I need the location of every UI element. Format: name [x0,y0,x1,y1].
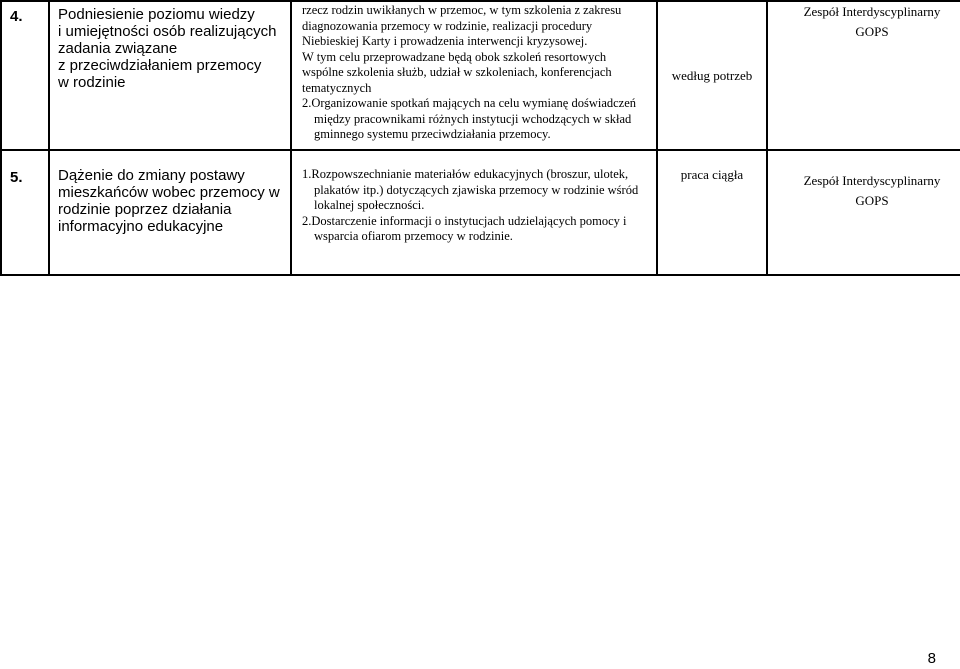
task-line: między pracownikami różnych instytucji wchodzących w skład [314,111,632,126]
task-line: diagnozowania przemocy w rodzinie, realizacji procedury [302,18,593,33]
term-text: według potrzeb [671,67,753,83]
table-row [1,150,960,275]
row-number: 5. [10,169,23,187]
task-line: 2.Organizowanie spotkań mających na celu wymianę doświadczeń [302,96,637,110]
goal-line: zadania związane [58,40,178,57]
tasks-cell [291,150,657,275]
task-line: Niebieskiej Karty i prowadzenia interwencji kryzysowej. [302,34,588,48]
responsible-team: Zespół Interdyscyplinarny [803,4,941,19]
task-line: 2.Dostarczenie informacji o instytucjach udzielających pomocy i [302,213,627,228]
task-line: lokalnej społeczności. [314,198,425,213]
tasks-cell [291,1,657,150]
task-line: plakatów itp.) dotyczących zjawiska przemocy w rodzinie wśród [314,182,639,197]
table-row [1,1,960,150]
goal-line: Podniesienie poziomu wiedzy [58,6,255,23]
task-line: wspólne szkolenia służb, udział w szkoleniach, konferencjach [302,65,612,79]
goal-line: w rodzinie [58,74,126,91]
goal-line: rodzinie poprzez działania [58,201,232,219]
goal-line: mieszkańców wobec przemocy w [58,184,280,202]
term-text: praca ciągła [680,167,744,183]
goal-line: z przeciwdziałaniem przemocy [58,57,262,74]
term-cell [657,150,767,275]
page-number: 8 [927,650,936,667]
goal-line: informacyjno edukacyjne [58,218,224,236]
row-number-cell [1,150,49,275]
responsible-team: Zespół Interdyscyplinarny [803,173,941,189]
goal-cell [49,150,291,275]
task-line: rzecz rodzin uwikłanych w przemoc, w tym szkolenia z zakresu [302,3,622,17]
task-line: wsparcia ofiarom przemocy w rodzinie. [314,229,513,244]
program-table [0,0,960,276]
goal-cell [49,1,291,150]
row-number: 4. [10,8,23,25]
task-line: W tym celu przeprowadzane będą obok szkoleń resortowych [302,49,607,64]
task-line: tematycznych [302,80,372,95]
responsible-cell [767,1,960,150]
goal-line: i umiejętności osób realizujących [58,23,277,40]
responsible-gops: GOPS [855,24,889,39]
row-number-cell [1,1,49,150]
goal-line: Dążenie do zmiany postawy [58,167,245,185]
responsible-gops: GOPS [855,193,889,209]
responsible-cell [767,150,960,275]
term-cell [657,1,767,150]
task-line: gminnego systemu przeciwdziałania przemocy. [314,127,551,141]
task-line: 1.Rozpowszechnianie materiałów edukacyjnych (broszur, ulotek, [302,167,629,182]
